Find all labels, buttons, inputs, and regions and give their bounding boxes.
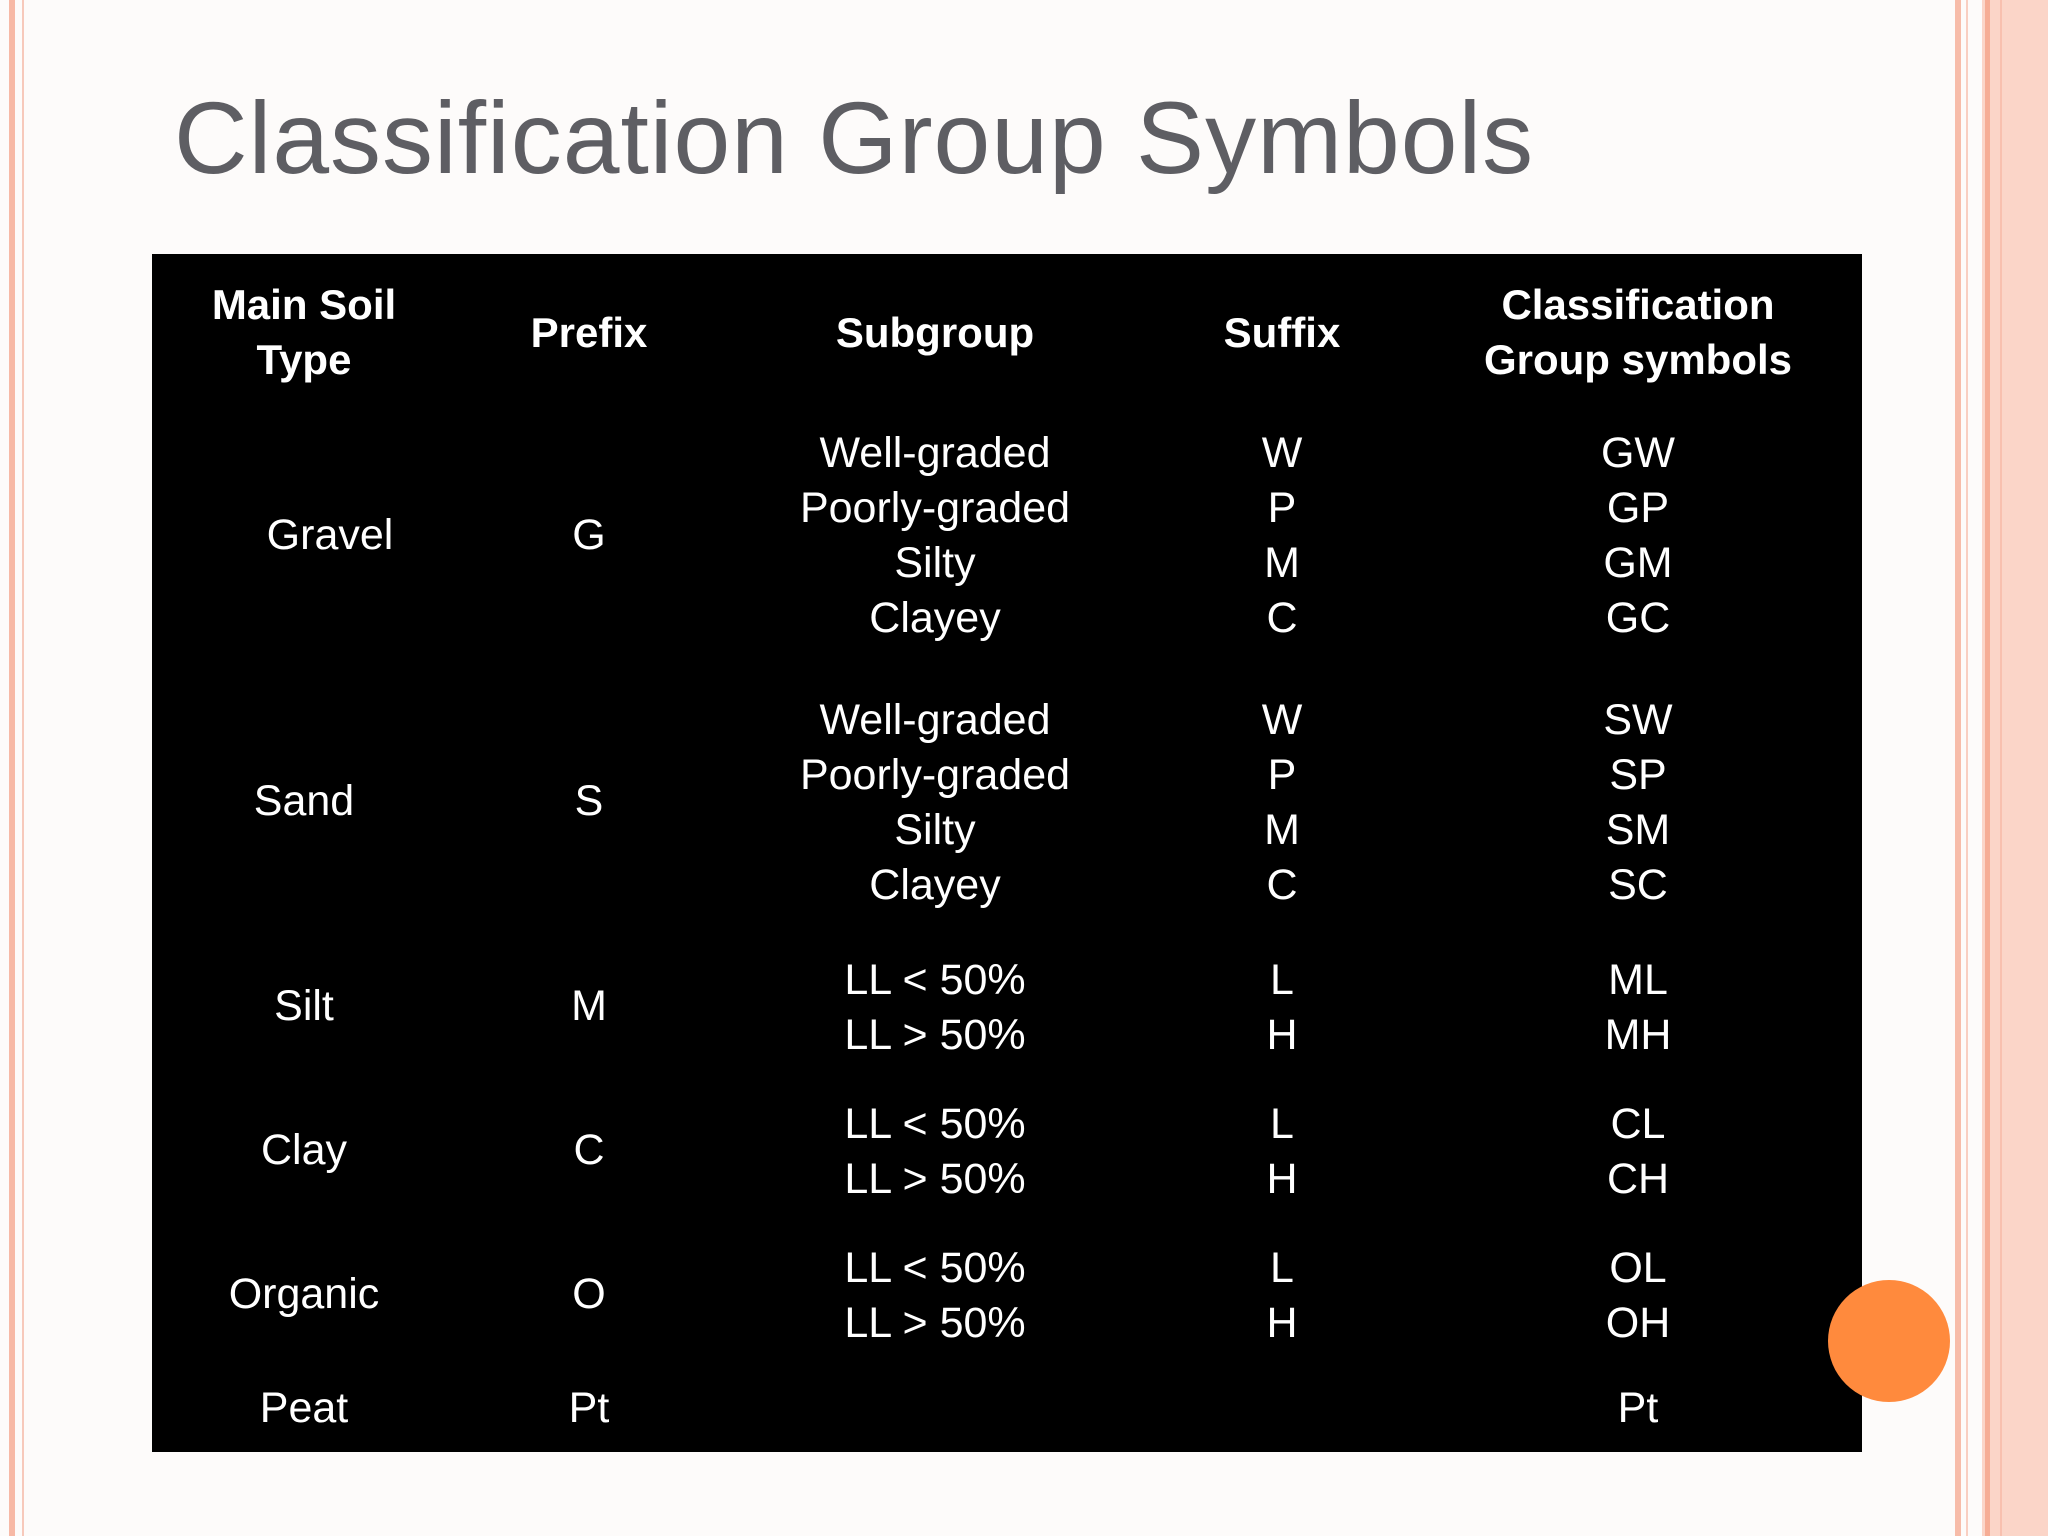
row-organic-soil: Organic — [228, 1270, 380, 1318]
subgroup-item: LL < 50% — [844, 1244, 1026, 1292]
row-gravel-suffixes — [1262, 426, 1303, 646]
symbol-item: GW — [1600, 429, 1676, 477]
suffix-item: M — [1264, 806, 1300, 854]
row-organic-prefix: O — [572, 1270, 606, 1318]
subgroup-item: Clayey — [869, 594, 1001, 642]
classification-table — [152, 254, 1862, 1452]
suffix-item: C — [1266, 861, 1298, 909]
suffix-item: H — [1266, 1011, 1298, 1059]
symbol-item: GC — [1605, 594, 1671, 642]
symbol-item: ML — [1608, 956, 1668, 1004]
subgroup-item: Well-graded — [819, 429, 1051, 477]
row-gravel-subgroups — [800, 426, 1070, 646]
row-peat-soil: Peat — [259, 1384, 349, 1432]
suffix-item: P — [1267, 751, 1297, 799]
right-accent-stripe — [1985, 0, 1990, 1536]
row-sand-soil: Sand — [253, 777, 355, 825]
suffix-item: H — [1266, 1299, 1298, 1347]
row-organic-suffixes — [1266, 1241, 1297, 1351]
row-clay-soil: Clay — [260, 1126, 348, 1174]
suffix-item: H — [1266, 1155, 1298, 1203]
left-accent-line — [22, 0, 24, 1536]
subgroup-item: Silty — [894, 806, 976, 854]
symbol-item: OL — [1609, 1244, 1667, 1292]
left-accent-bar — [9, 0, 15, 1536]
symbol-item: SW — [1603, 696, 1673, 744]
row-clay-subgroups — [844, 1097, 1025, 1207]
orange-circle-decoration — [1828, 1280, 1950, 1402]
row-gravel-soil: Gravel — [266, 511, 394, 559]
row-peat-prefix: Pt — [568, 1384, 610, 1432]
symbol-item: OH — [1605, 1299, 1671, 1347]
subgroup-item: LL > 50% — [844, 1155, 1026, 1203]
suffix-item: W — [1261, 429, 1303, 477]
symbol-item: GM — [1603, 539, 1673, 587]
right-accent-line — [1966, 0, 1968, 1536]
row-silt-subgroups — [844, 953, 1025, 1063]
header-classification-group-symbols — [1484, 277, 1792, 387]
subgroup-item: LL > 50% — [844, 1011, 1026, 1059]
subgroup-item: Silty — [894, 539, 976, 587]
row-sand-subgroups — [800, 693, 1070, 913]
row-silt-suffixes — [1266, 953, 1297, 1063]
subgroup-item: Well-graded — [819, 696, 1051, 744]
subgroup-item: Poorly-graded — [799, 484, 1071, 532]
suffix-item: W — [1261, 696, 1303, 744]
row-organic-symbols — [1606, 1241, 1671, 1351]
row-clay-suffixes — [1266, 1097, 1297, 1207]
header-main-soil-type-line2: Type — [256, 336, 352, 383]
header-main-soil-type-line1: Main Soil — [211, 281, 397, 328]
subgroup-item: LL < 50% — [844, 1100, 1026, 1148]
suffix-item: L — [1270, 1244, 1294, 1292]
suffix-item: L — [1270, 956, 1294, 1004]
right-accent-bar — [1955, 0, 1961, 1536]
symbol-item: GP — [1606, 484, 1670, 532]
right-accent-band — [1982, 0, 2048, 1536]
row-clay-prefix: C — [573, 1126, 605, 1174]
row-peat-symbol: Pt — [1617, 1384, 1659, 1432]
suffix-item: P — [1267, 484, 1297, 532]
row-silt-prefix: M — [571, 982, 607, 1030]
header-prefix: Prefix — [530, 309, 648, 356]
subgroup-item: LL < 50% — [844, 956, 1026, 1004]
row-sand-suffixes — [1262, 693, 1303, 913]
header-main-soil-type — [212, 277, 396, 387]
suffix-item: L — [1270, 1100, 1294, 1148]
header-subgroup: Subgroup — [835, 309, 1035, 356]
header-classification-line2: Group symbols — [1483, 336, 1793, 383]
symbol-item: SP — [1609, 751, 1667, 799]
subgroup-item: LL > 50% — [844, 1299, 1026, 1347]
subgroup-item: Poorly-graded — [799, 751, 1071, 799]
row-gravel-symbols — [1601, 426, 1675, 646]
suffix-item: C — [1266, 594, 1298, 642]
symbol-item: CH — [1606, 1155, 1670, 1203]
row-organic-subgroups — [844, 1241, 1025, 1351]
row-silt-soil: Silt — [274, 982, 334, 1030]
symbol-item: CL — [1610, 1100, 1666, 1148]
symbol-item: SC — [1608, 861, 1668, 909]
row-sand-symbols — [1603, 693, 1672, 913]
row-sand-prefix: S — [574, 777, 604, 825]
row-clay-symbols — [1607, 1097, 1669, 1207]
slide-title: Classification Group Symbols — [174, 81, 1535, 195]
subgroup-item: Clayey — [869, 861, 1001, 909]
header-suffix: Suffix — [1223, 309, 1341, 356]
symbol-item: SM — [1605, 806, 1671, 854]
row-gravel-prefix: G — [572, 511, 606, 559]
symbol-item: MH — [1604, 1011, 1672, 1059]
suffix-item: M — [1264, 539, 1300, 587]
header-classification-line1: Classification — [1501, 281, 1775, 328]
right-accent-thin-line — [2000, 0, 2002, 1536]
row-silt-symbols — [1605, 953, 1672, 1063]
